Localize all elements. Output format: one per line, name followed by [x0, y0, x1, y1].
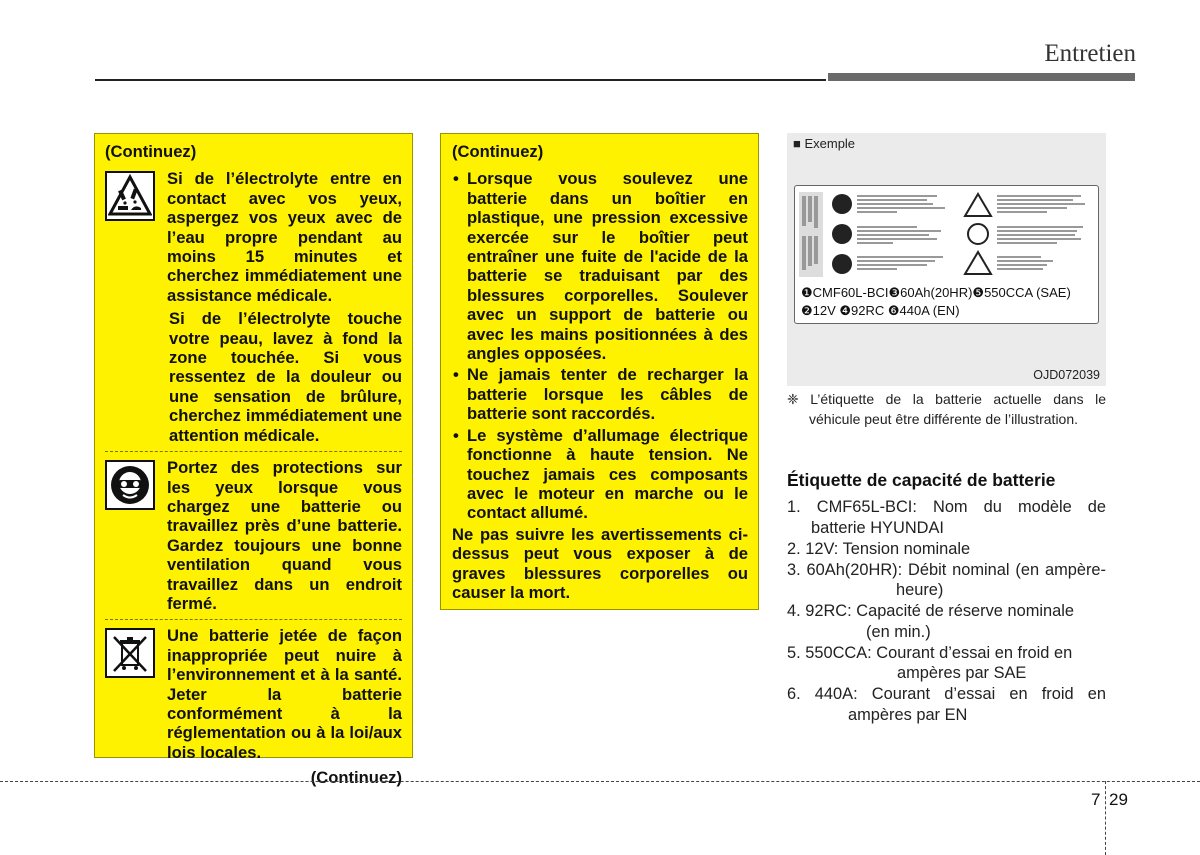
eye-warning [105, 169, 402, 305]
figure-code: OJD072039 [1033, 368, 1100, 382]
list-item [787, 560, 1106, 601]
skin-warning-text: Si de l’électrolyte touche votre peau, lavez à fond la zone touchée. Si vous ressentez de la douleur ou une sensation de brûlure, cherchez immédiatement une attention médicale. [169, 309, 402, 445]
goggles-warning [105, 458, 402, 613]
continued-label-bottom: (Continuez) [310, 768, 402, 788]
list-item-text: 2. 12V: Tension nominale [787, 539, 971, 558]
list-item [787, 539, 1106, 560]
disposal-warning-text: Une batterie jetée de façon inappropriée peut nuire à l’environnement et à la santé. Jeter la batterie conformément à la réglementation ou à la loi/aux lois locales. [167, 626, 402, 762]
list-item [787, 497, 1106, 538]
warning-box-middle [440, 133, 759, 610]
list-item-text: 1. CMF65L-BCI: Nom du modèle de batterie HYUNDAI [787, 498, 1106, 537]
figure-caption: ■ Exemple [793, 136, 856, 151]
bullet-item: • Lorsque vous soulevez une batterie dans un boîtier en plastique, une pression excessive exercée sur le boîtier peut entraîner une fuite de l'acide de la batterie se traduisant par des blessures corporelles. Soulever avec un support de batterie ou avec les mains positionnées à des angles opposées. [452, 169, 748, 363]
footer-divider [0, 781, 1200, 782]
continued-label-top: (Continuez) [105, 142, 197, 161]
disposal-warning [105, 626, 402, 762]
divider [105, 451, 402, 452]
note-text: ❈ L’étiquette de la batterie actuelle dans le véhicule peut être différente de l’illustration. [787, 391, 1106, 427]
list-item-text: 6. 440A: Courant d’essai en froid en ampères par EN [787, 685, 1106, 724]
goggles-warning-text: Portez des protections sur les yeux lorsque vous chargez une batterie ou travaillez près d’une batterie. Gardez toujours une bonne ventilation quand vous travaillez dans un endroit fermé. [167, 458, 402, 613]
chapter-number: 7 [1091, 790, 1101, 809]
capacity-list [787, 497, 1106, 726]
label-row-1: ❶CMF60L-BCI❸60Ah(20HR)❺550CCA (SAE) [801, 285, 1071, 300]
list-item-continuation: ampères par SAE [897, 664, 1027, 682]
corrosive-warning-icon [105, 171, 155, 221]
page-number: 29 [1109, 790, 1128, 809]
list-item [787, 643, 1106, 684]
eye-warning-text: Si de l’électrolyte entre en contact avec vos yeux, aspergez vos yeux avec de l’eau propre pendant au moins 15 minutes et cherchez immédiatement une assistance médicale. [167, 169, 402, 305]
list-item-text: 4. 92RC: Capacité de réserve nominale [787, 602, 1074, 620]
section-title: Étiquette de capacité de batterie [787, 470, 1056, 490]
battery-label-image [794, 185, 1099, 324]
header-bar [828, 73, 1135, 81]
battery-label-figure [787, 133, 1106, 386]
list-item [787, 601, 1106, 642]
continued-label-top: (Continuez) [452, 142, 544, 161]
warning-bullets [452, 169, 748, 522]
list-item [787, 684, 1106, 725]
footer-vertical-divider [1105, 781, 1106, 855]
page-header-title: Entretien [1044, 40, 1136, 67]
list-item-text: 3. 60Ah(20HR): Débit nominal (en ampère-heure) [787, 560, 1106, 599]
warning-box-left [94, 133, 413, 788]
battery-label-graphic [795, 186, 1098, 281]
list-item-text: 5. 550CCA: Courant d’essai en froid en [787, 643, 1073, 662]
label-row-2: ❷12V ❹92RC ❻440A (EN) [801, 303, 960, 318]
crossed-bin-icon [105, 628, 155, 678]
header-rule [95, 79, 826, 81]
bullet-item: • Le système d’allumage électrique fonctionne à haute tension. Ne touchez jamais ces composants avec le moteur en marche ou le contact allumé. [452, 426, 748, 523]
divider [105, 619, 402, 620]
bullet-item: • Ne jamais tenter de recharger la batterie lorsque les câbles de batterie sont raccordés. [452, 365, 748, 423]
safety-goggles-icon [105, 460, 155, 510]
list-item-continuation: (en min.) [866, 622, 931, 641]
final-warning-text: Ne pas suivre les avertissements ci-dessus peut vous exposer à de graves blessures corporelles ou causer la mort. [452, 524, 748, 602]
illustration-note [787, 389, 1106, 429]
